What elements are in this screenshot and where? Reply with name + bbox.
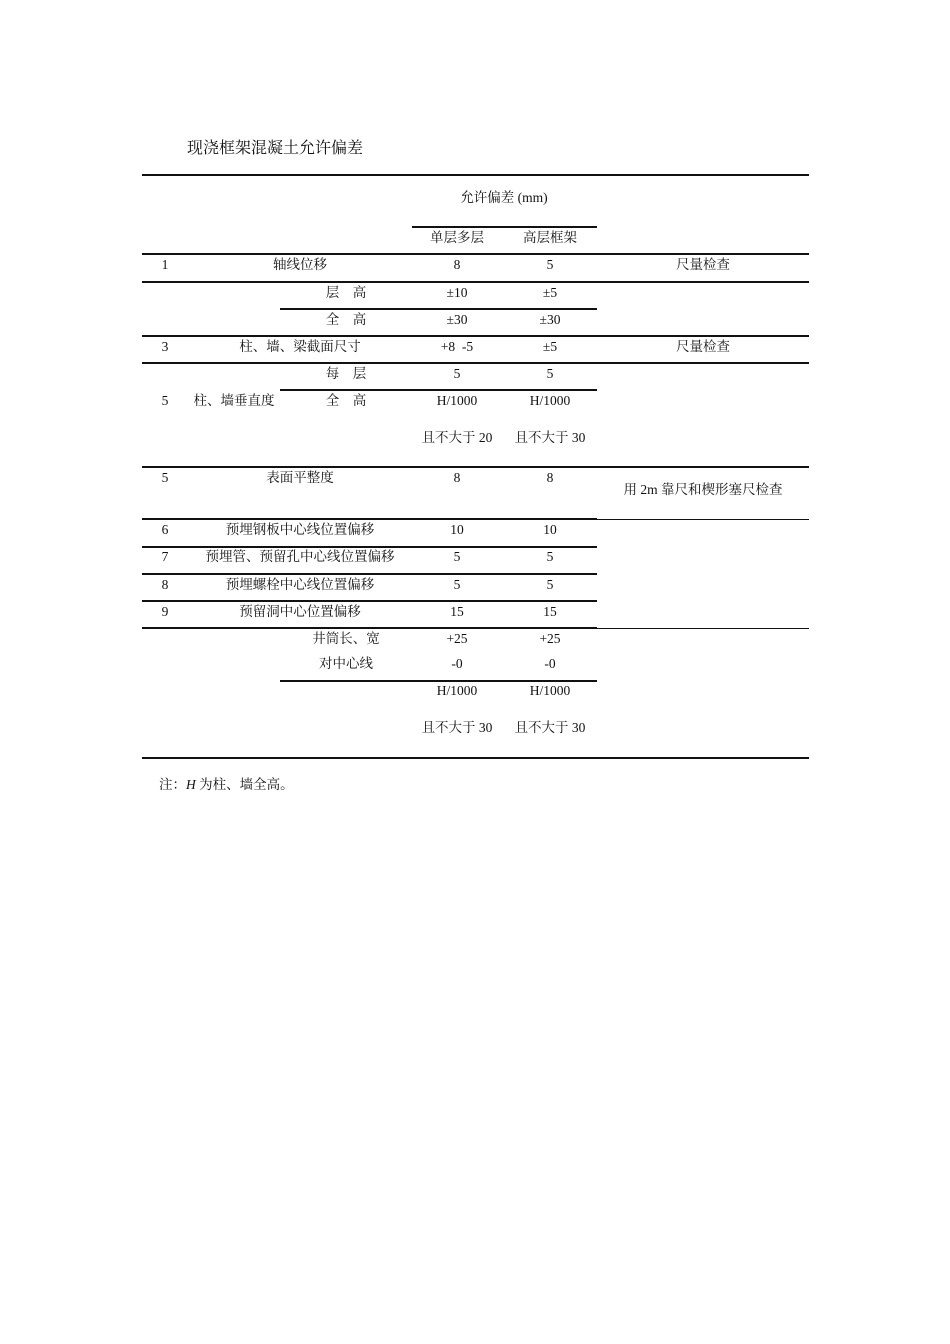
row-divider [142, 546, 597, 548]
row-divider [142, 573, 597, 575]
header-single-multi-story: 单层多层 [430, 230, 484, 245]
row-divider [142, 600, 597, 602]
single-value: +25 [446, 631, 468, 646]
high-value: H/1000 [529, 683, 571, 698]
header-high-rise-frame: 高层框架 [523, 230, 577, 245]
high-value-limit: 且不大于 30 [514, 430, 586, 445]
single-value-limit: 且不大于 30 [421, 720, 493, 735]
row-divider [280, 680, 597, 682]
row-divider [280, 389, 597, 391]
note-variable: H [186, 777, 196, 792]
row-number: 5 [161, 393, 169, 408]
row-divider [597, 628, 809, 629]
row-divider [142, 281, 809, 283]
single-value: 8 [453, 257, 461, 272]
header-allowed-deviation: 允许偏差 (mm) [460, 190, 548, 205]
high-value: ±5 [542, 339, 558, 354]
high-value: H/1000 [529, 393, 571, 408]
single-value: 5 [453, 549, 461, 564]
high-value: +25 [539, 631, 561, 646]
high-value: 10 [543, 522, 557, 537]
single-value-limit: 且不大于 20 [421, 430, 493, 445]
row-number: 5 [161, 470, 169, 485]
document-title: 现浇框架混凝土允许偏差 [187, 138, 364, 157]
row-divider [142, 518, 597, 520]
single-value: 10 [450, 522, 464, 537]
single-value: H/1000 [436, 393, 478, 408]
single-value: ±30 [446, 312, 468, 327]
row-item: 预埋钢板中心线位置偏移 [225, 522, 375, 537]
check-method: 用 2m 靠尺和楔形塞尺检查 [623, 482, 783, 497]
high-value-limit: 且不大于 30 [514, 720, 586, 735]
row-item: 柱、墙、梁截面尺寸 [239, 339, 361, 354]
high-value: -0 [544, 656, 556, 671]
row-item: 预埋管、预留孔中心线位置偏移 [205, 549, 395, 564]
single-value: ±10 [446, 285, 468, 300]
high-value: 5 [546, 366, 554, 381]
single-value: H/1000 [436, 683, 478, 698]
note-prefix: 注： [159, 777, 186, 792]
high-value: 8 [546, 470, 554, 485]
high-value: ±30 [539, 312, 561, 327]
single-value: -0 [451, 656, 463, 671]
high-value: 15 [543, 604, 557, 619]
single-value: 5 [453, 366, 461, 381]
sub-item: 全 高 [325, 312, 367, 327]
sub-item: 每 层 [325, 366, 367, 381]
row-divider [142, 466, 809, 468]
row-divider [142, 362, 809, 364]
header-subdivider [412, 226, 597, 228]
sub-item: 井筒长、宽 [312, 631, 380, 646]
sub-item: 全 高 [325, 393, 367, 408]
table-note [159, 773, 294, 793]
high-value: 5 [546, 549, 554, 564]
header-bottom-border [142, 253, 809, 255]
row-divider [142, 627, 597, 629]
row-number: 9 [161, 604, 169, 619]
row-item: 柱、墙垂直度 [193, 393, 275, 408]
row-number: 7 [161, 549, 169, 564]
high-value: 5 [546, 577, 554, 592]
check-method: 尺量检查 [676, 339, 730, 354]
row-item: 预留洞中心位置偏移 [239, 604, 361, 619]
table-bottom-border [142, 757, 809, 759]
single-value: 5 [453, 577, 461, 592]
row-divider [142, 335, 809, 337]
single-value: 15 [450, 604, 464, 619]
sub-item: 层 高 [325, 285, 367, 300]
row-item: 预埋螺栓中心线位置偏移 [225, 577, 375, 592]
single-value: +8 -5 [440, 339, 474, 354]
row-number: 1 [161, 257, 169, 272]
row-number: 8 [161, 577, 169, 592]
high-value: 5 [546, 257, 554, 272]
row-number: 6 [161, 522, 169, 537]
row-divider [597, 519, 809, 520]
single-value: 8 [453, 470, 461, 485]
row-divider [280, 308, 597, 310]
sub-item: 对中心线 [319, 656, 373, 671]
note-text: 为柱、墙全高。 [199, 777, 294, 792]
row-item: 表面平整度 [266, 470, 334, 485]
high-value: ±5 [542, 285, 558, 300]
row-item: 轴线位移 [273, 257, 327, 272]
table-top-border [142, 174, 809, 176]
row-number: 3 [161, 339, 169, 354]
check-method: 尺量检查 [676, 257, 730, 272]
